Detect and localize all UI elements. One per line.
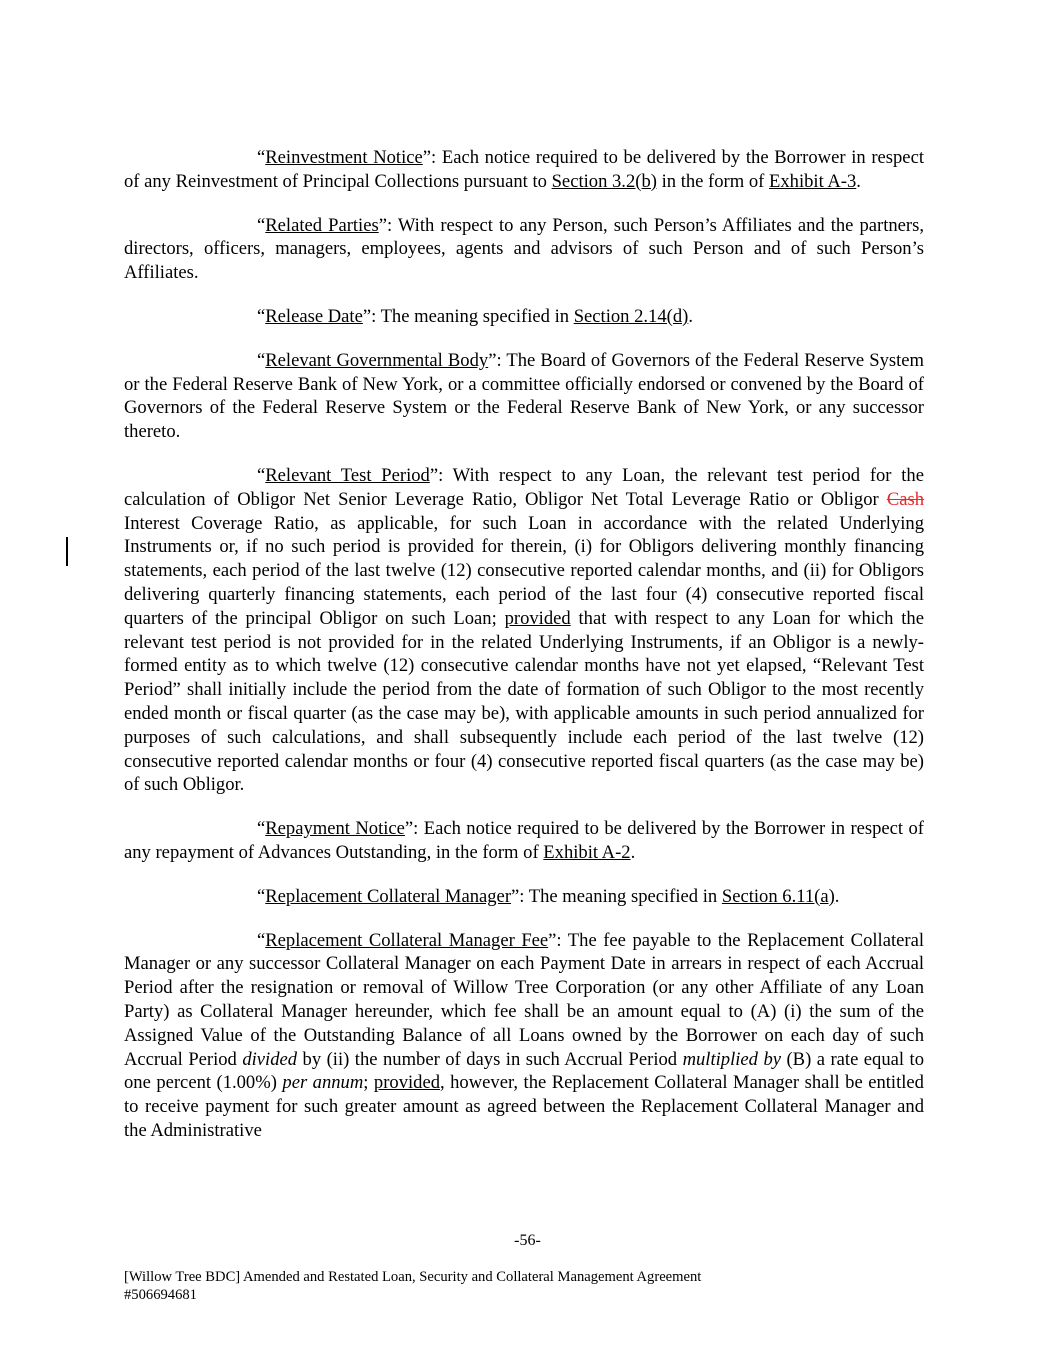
- deleted-text: Cash: [886, 488, 924, 510]
- footer-doc-id: #506694681: [124, 1287, 197, 1303]
- definition-text: ”: The meaning specified in: [511, 885, 722, 907]
- definition-repayment-notice: [124, 817, 924, 865]
- open-quote: “: [257, 464, 266, 486]
- definition-text: .: [834, 885, 840, 907]
- italic-term: multiplied by: [682, 1048, 782, 1070]
- open-quote: “: [257, 349, 266, 371]
- section-reference: Section 6.11(a): [721, 885, 835, 907]
- definition-text: .: [688, 305, 693, 327]
- definition-text: ;: [363, 1072, 374, 1094]
- open-quote: “: [257, 147, 266, 168]
- open-quote: “: [257, 818, 266, 840]
- document-body: [124, 146, 924, 1163]
- definition-text: ”: The Board of Governors of the Federal Reserve System or the Federal Reserve Bank of New York, or a committee officially endorsed or convened by the Board of Governors of the Federal Reserve System or the Federal Reserve Bank of New York, or any successor thereto.: [124, 349, 924, 443]
- open-quote: “: [257, 305, 266, 327]
- definition-text: ”: With respect to any Loan, the relevant test period for the calculation of Obligor Net Senior Leverage Ratio, Obligor Net Total Leverage Ratio or Obligor: [124, 464, 924, 510]
- definition-text: ”: The fee payable to the Replacement Collateral Manager or any successor Collateral Manager on each Payment Date in arrears in respect of each Accrual Period after the resignation or removal of Willow Tree Corporation (or any other Affiliate of any Loan Party) as Collateral Manager hereunder, which fee shall be an amount equal to (A) (i) the sum of the Assigned Value of the Outstanding Balance of all Loans owned by the Borrower on each day of such Accrual Period: [124, 929, 924, 1070]
- definition-relevant-governmental-body: [124, 349, 924, 444]
- definition-text: .: [856, 170, 861, 192]
- definition-relevant-test-period: [124, 464, 924, 797]
- defined-term: Replacement Collateral Manager Fee: [265, 929, 549, 951]
- defined-term: Release Date: [265, 305, 363, 327]
- defined-term: Related Parties: [265, 214, 379, 236]
- definition-text: in the form of: [656, 170, 769, 192]
- section-reference: Section 3.2(b): [551, 170, 657, 192]
- defined-term: Replacement Collateral Manager: [265, 885, 512, 907]
- defined-term: Reinvestment Notice: [265, 147, 423, 168]
- definition-replacement-collateral-manager: [124, 885, 924, 909]
- section-reference: Section 2.14(d): [573, 305, 689, 327]
- definition-text: .: [630, 841, 636, 863]
- italic-term: per annum: [282, 1072, 364, 1094]
- page-number: -56-: [514, 1232, 541, 1249]
- exhibit-reference: Exhibit A-2: [543, 841, 631, 863]
- defined-term: Relevant Test Period: [265, 464, 430, 486]
- exhibit-reference: Exhibit A-3: [769, 170, 857, 192]
- open-quote: “: [257, 929, 266, 951]
- definition-related-parties: [124, 214, 924, 285]
- definition-text: ”: Each notice required to be delivered by the Borrower in respect of any Reinvestment of Principal Collections pursuant to: [124, 147, 924, 192]
- definition-text: ”: The meaning specified in: [362, 305, 574, 327]
- definition-text: (B) a rate equal to one percent (1.00%): [124, 1048, 925, 1094]
- definition-release-date: [124, 305, 924, 329]
- italic-term: divided: [242, 1048, 298, 1070]
- open-quote: “: [257, 214, 266, 236]
- footer-title: [Willow Tree BDC] Amended and Restated Loan, Security and Collateral Management Agreement: [124, 1269, 702, 1285]
- definition-reinvestment-notice: [124, 146, 924, 194]
- defined-term: Relevant Governmental Body: [265, 349, 489, 371]
- open-quote: “: [257, 885, 266, 907]
- definition-text: ”: Each notice required to be delivered by the Borrower in respect of any repayment of Advances Outstanding, in the form of: [124, 818, 924, 863]
- definition-text: by (ii) the number of days in such Accrual Period: [297, 1048, 683, 1070]
- definition-text: , however, the Replacement Collateral Manager shall be entitled to receive payment for such greater amount as agreed between the Replacement Collateral Manager and the Administrative: [124, 1072, 924, 1141]
- definition-text: that with respect to any Loan for which the relevant test period is not provided for in the related Underlying Instruments, if an Obligor is a newly-formed entity as to which twelve (12) consecutive calendar months have not yet elapsed, “Relevant Test Period” shall initially include the period from the date of formation of such Obligor to the most recently ended month or fiscal quarter (as the case may be), with applicable amounts in such period annualized for purposes of such calculations, and shall subsequently include each period of the last twelve (12) consecutive reported calendar months or four (4) consecutive reported fiscal quarters (as the case may be) of such Obligor.: [124, 607, 924, 796]
- document-footer: [124, 1268, 701, 1304]
- definition-text: Interest Coverage Ratio, as applicable, for such Loan in accordance with the related Underlying Instruments or, if no such period is provided for therein, (i) for Obligors delivering monthly financing statements, each period of the last twelve (12) consecutive reported calendar months, and (ii) for Obligors delivering quarterly financing statements, each period of the last four (4) consecutive reported fiscal quarters of the principal Obligor on such Loan;: [124, 512, 924, 629]
- definition-replacement-collateral-manager-fee: [124, 929, 924, 1143]
- revision-change-bar: [66, 537, 68, 566]
- proviso-term: provided: [504, 607, 571, 629]
- proviso-term: provided: [373, 1072, 441, 1094]
- defined-term: Repayment Notice: [265, 818, 405, 840]
- definition-text: ”: With respect to any Person, such Person’s Affiliates and the partners, directors, officers, managers, employees, agents and advisors of such Person and of such Person’s Affiliates.: [124, 214, 925, 284]
